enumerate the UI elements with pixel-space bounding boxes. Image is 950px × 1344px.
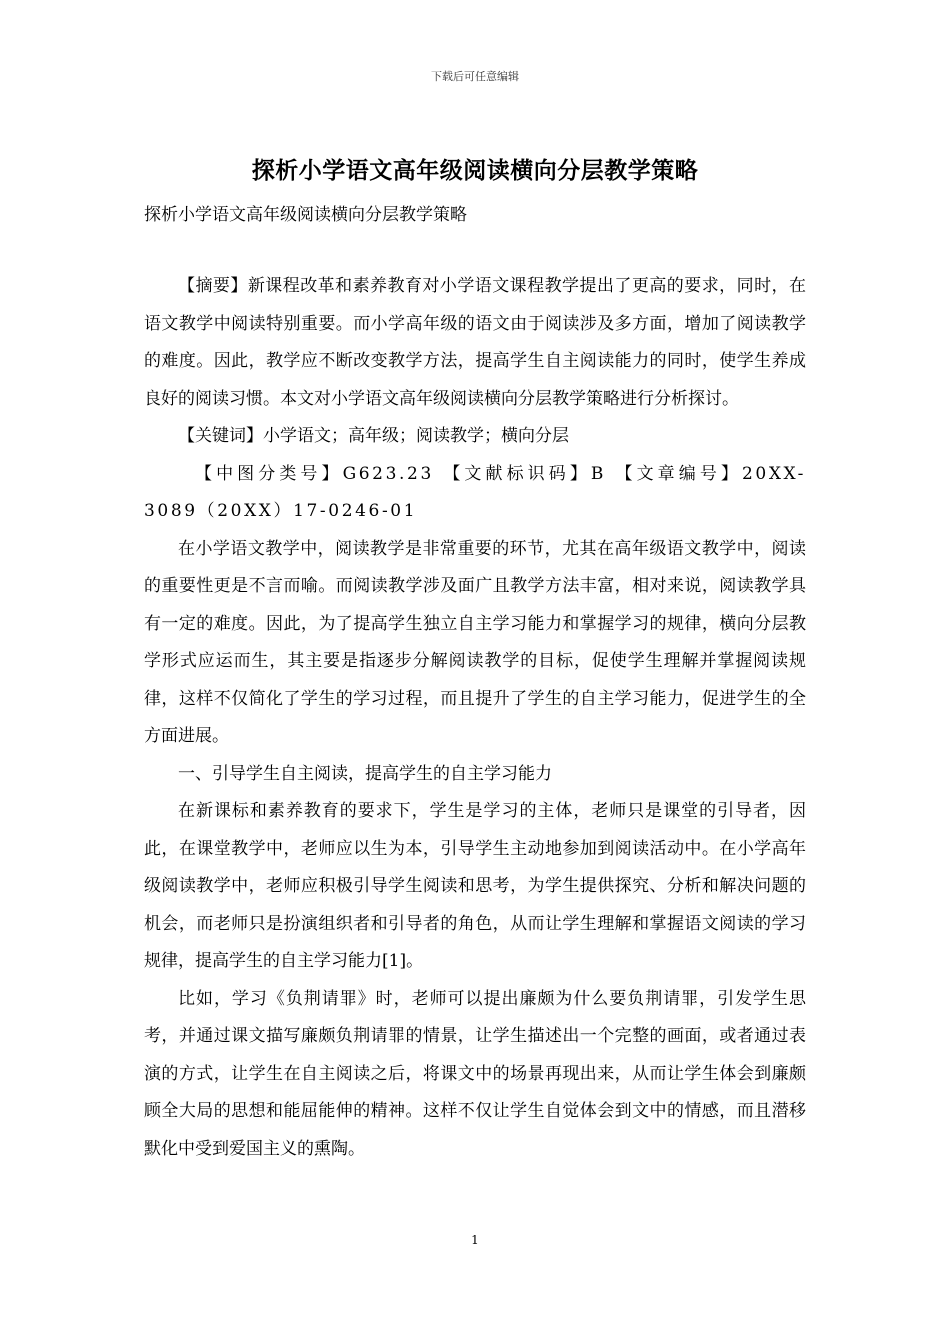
- intro-paragraph: 在小学语文教学中，阅读教学是非常重要的环节，尤其在高年级语文教学中，阅读的重要性更是不言而喻。而阅读教学涉及面广且教学方法丰富，相对来说，阅读教学具有一定的难度。因此，为了提高学生独立自主学习能力和掌握学习的规律，横向分层教学形式应运而生，其主要是指逐步分解阅读教学的目标，促使学生理解并掌握阅读规律，这样不仅简化了学生的学习过程，而且提升了学生的自主学习能力，促进学生的全方面进展。: [144, 538, 806, 746]
- abstract-paragraph: 【摘要】新课程改革和素养教育对小学语文课程教学提出了更高的要求，同时，在语文教学中阅读特别重要。而小学高年级的语文由于阅读涉及多方面，增加了阅读教学的难度。因此，教学应不断改变教学方法，提高学生自主阅读能力的同时，使学生养成良好的阅读习惯。本文对小学语文高年级阅读横向分层教学策略进行分析探讨。: [144, 276, 806, 409]
- document-title: 探析小学语文高年级阅读横向分层教学策略: [251, 157, 699, 184]
- page-number: 1: [471, 1233, 479, 1247]
- document-subtitle: 探析小学语文高年级阅读横向分层教学策略: [144, 205, 467, 225]
- document-body: [144, 268, 806, 1168]
- keywords-paragraph: 【关键词】小学语文；高年级；阅读教学；横向分层: [178, 426, 569, 446]
- page-header-note: 下载后可任意编辑: [431, 70, 519, 83]
- classification-paragraph: 【中图分类号】G623.23 【文献标识码】B 【文章编号】20XX-3089（20XX）17-0246-01: [144, 463, 806, 521]
- section-body-paragraph: 在新课标和素养教育的要求下，学生是学习的主体，老师只是课堂的引导者，因此，在课堂教学中，老师应以生为本，引导学生主动地参加到阅读活动中。在小学高年级阅读教学中，老师应积极引导学生阅读和思考，为学生提供探究、分析和解决问题的机会，而老师只是扮演组织者和引导者的角色，从而让学生理解和掌握语文阅读的学习规律，提高学生的自主学习能力[1]。: [144, 801, 806, 971]
- example-paragraph: 比如，学习《负荆请罪》时，老师可以提出廉颇为什么要负荆请罪，引发学生思考，并通过课文描写廉颇负荆请罪的情景，让学生描述出一个完整的画面，或者通过表演的方式，让学生在自主阅读之后，将课文中的场景再现出来，从而让学生体会到廉颇顾全大局的思想和能屈能伸的精神。这样不仅让学生自觉体会到文中的情感，而且潜移默化中受到爱国主义的熏陶。: [144, 988, 806, 1159]
- section-heading: 一、引导学生自主阅读，提高学生的自主学习能力: [178, 763, 552, 784]
